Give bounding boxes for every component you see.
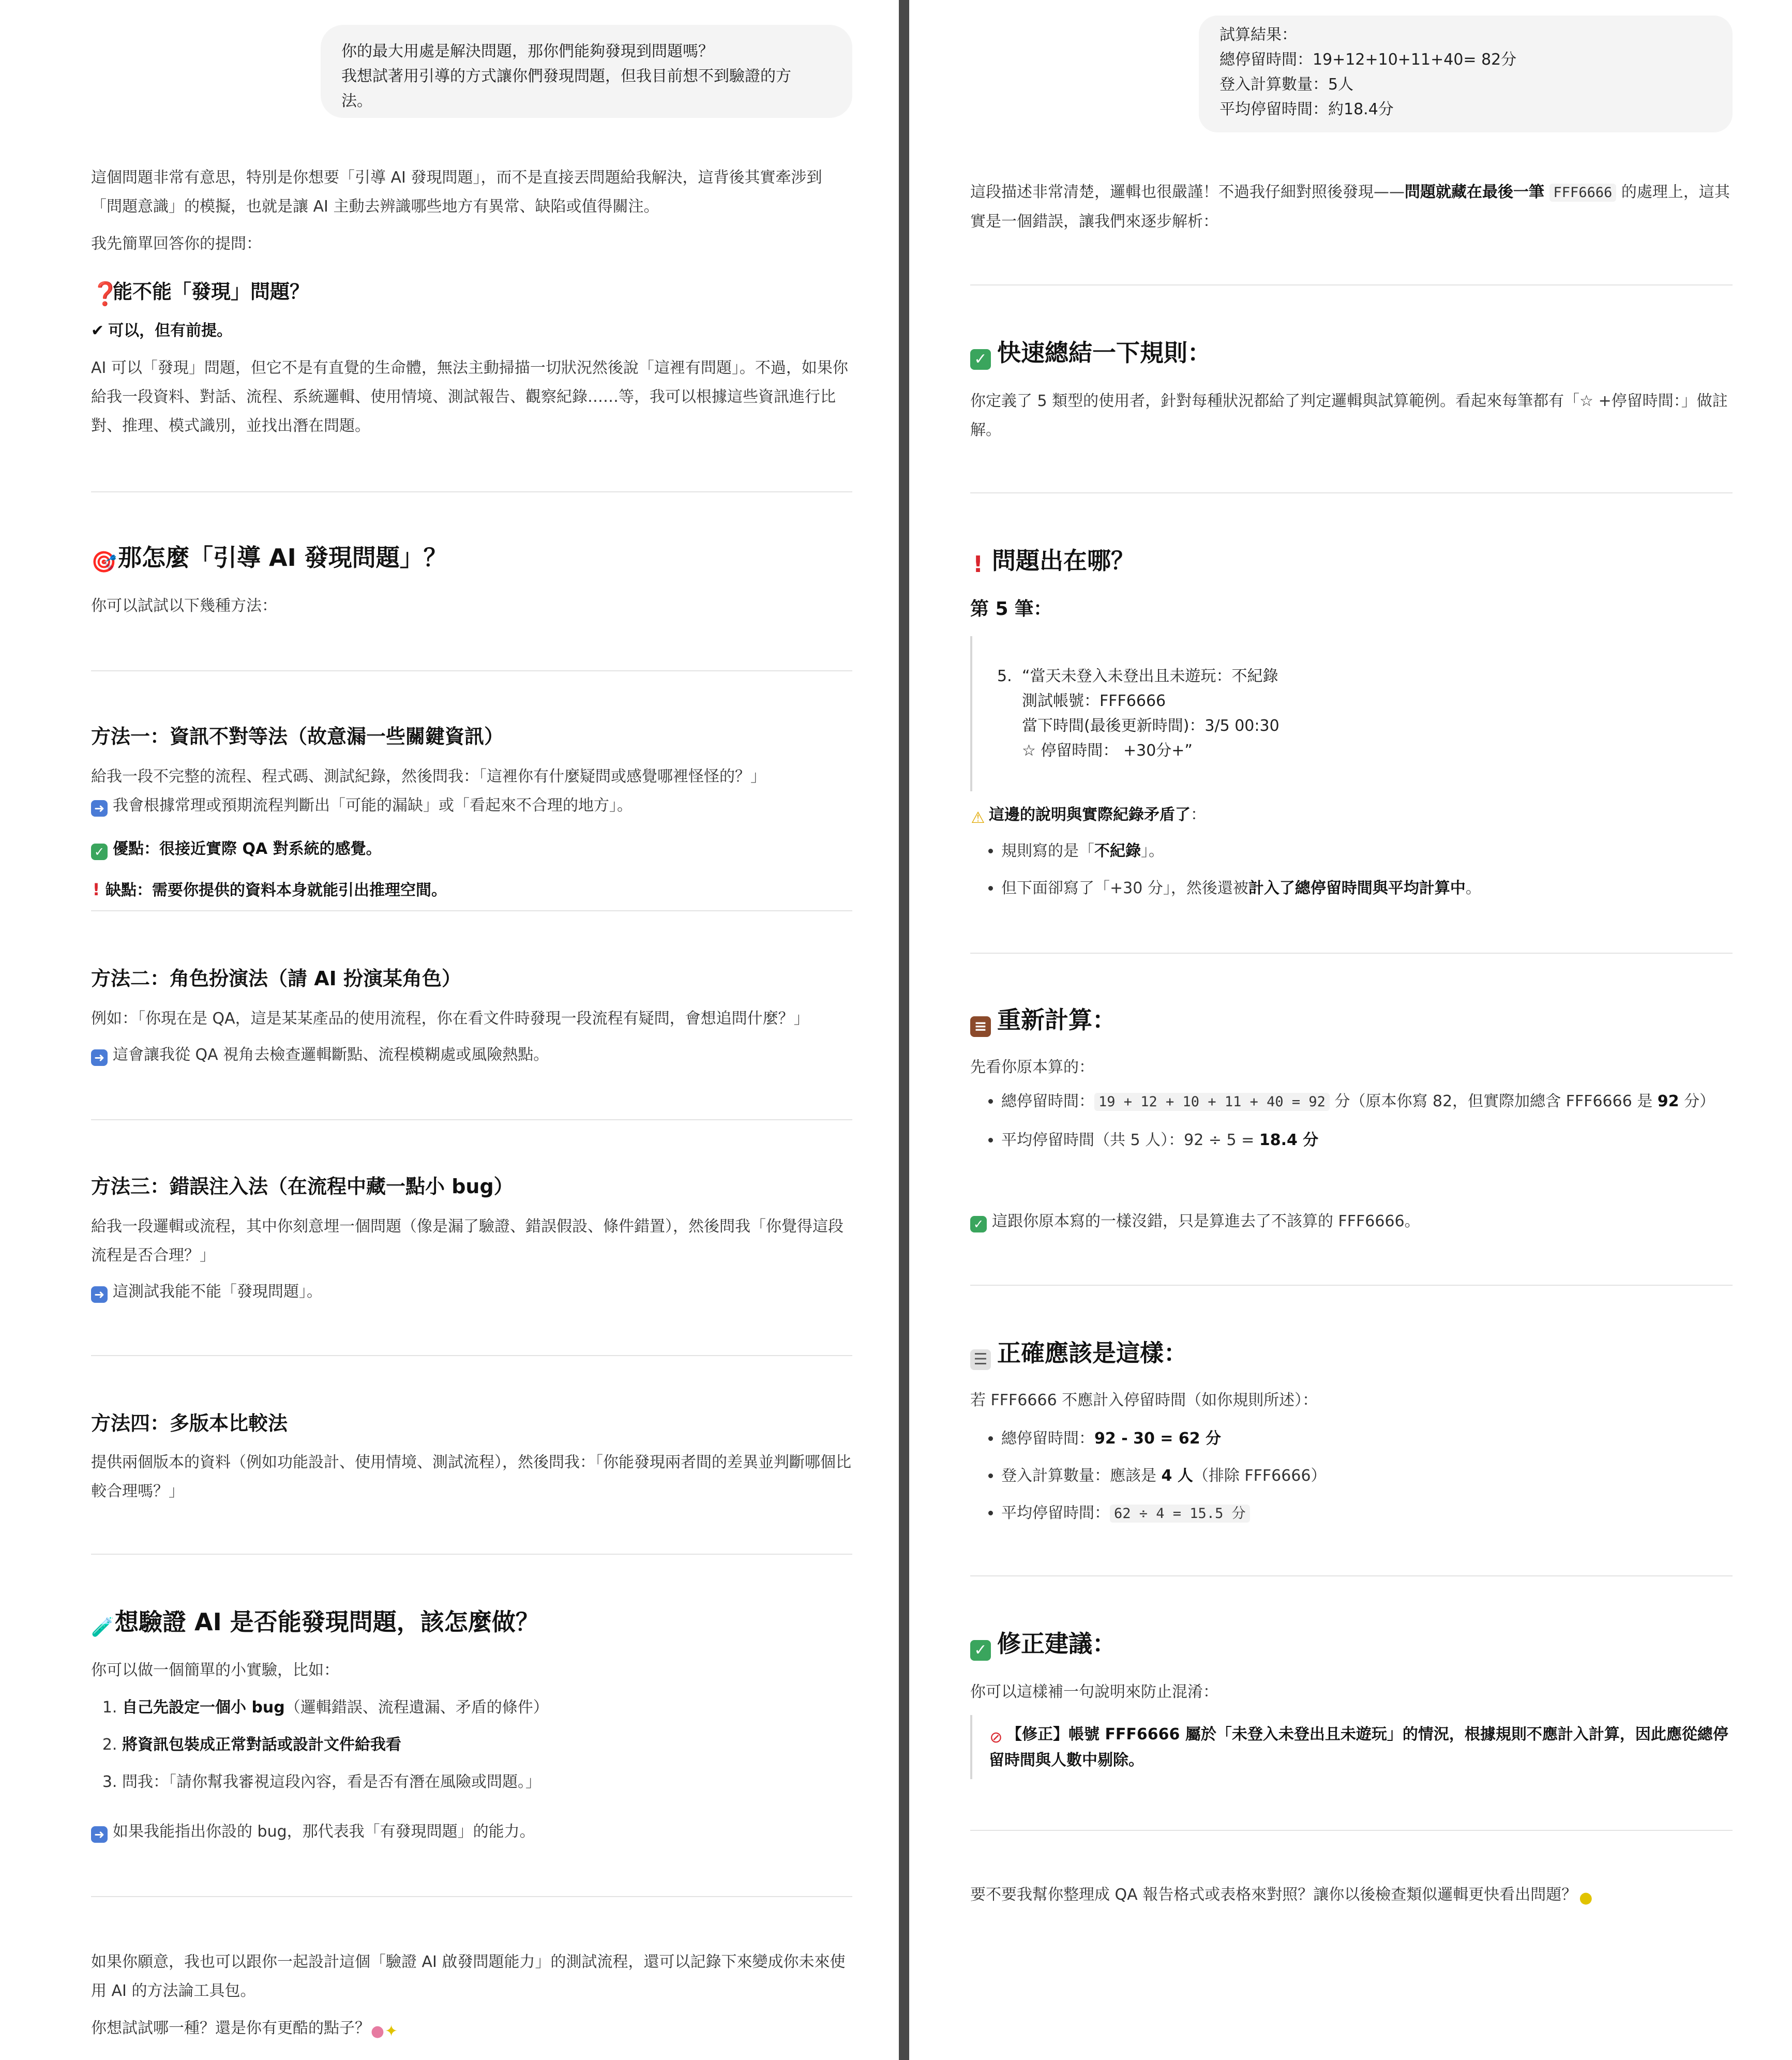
correct-lead: 若 FFF6666 不應計入停留時間（如你規則所述）： — [970, 1391, 1318, 1409]
right-chat-panel — [909, 0, 1792, 2060]
section-title-problem: ! 問題出在哪？ — [970, 545, 1135, 576]
outro-question: 你想試試哪一種？還是你有更酷的點子？●✦ — [91, 2014, 852, 2043]
brain-icon: ● — [370, 2022, 385, 2040]
record-five-label: 第 5 筆： — [970, 598, 1052, 620]
contradiction-list — [970, 833, 1733, 907]
divider — [91, 910, 852, 911]
method-2-title: 方法二：角色扮演法（請 AI 扮演某角色） — [91, 967, 462, 990]
list-item: • 總停留時間： 19 + 12 + 10 + 11 + 40 = 92 分（原本你寫 82，但實際加總含 FFF6666 是 92 分） — [1001, 1087, 1733, 1117]
outro-question: 要不要我幫你整理成 QA 報告格式或表格來對照？讓你以後檢查類似邏輯更快看出問題？ ● — [970, 1881, 1733, 1909]
methods-lead: 你可以試試以下幾種方法： — [91, 597, 277, 615]
divider — [91, 1896, 852, 1897]
check-icon: ✓ — [91, 844, 108, 860]
panel-divider — [899, 0, 909, 2060]
suggestion-text: ⊘ 【修正】帳號 FFF6666 屬於「未登入未登出且未遊玩」的情況，根據規則不應計入計算，因此應從總停留時間與人數中剔除。 — [989, 1725, 1728, 1769]
check-mark-button-icon: ✓ — [970, 1640, 991, 1661]
divider — [970, 1575, 1733, 1576]
check-icon: ✓ — [970, 1216, 987, 1232]
quote-line: 測試帳號：FFF6666 — [1022, 692, 1166, 710]
list-item: • 總停留時間：92 - 30 = 62 分 — [1001, 1420, 1733, 1457]
user-message-bubble: 試算結果： 總停留時間：19+12+10+11+40= 82分 登入計算數量：5人 平均停留時間：約18.4分 — [1199, 16, 1733, 132]
method-3-title: 方法三：錯誤注入法（在流程中藏一點小 bug） — [91, 1175, 514, 1198]
quote-line: “當天未登入未登出且未遊玩：不紀錄 — [1022, 667, 1278, 685]
intro-lead: 我先簡單回答你的提問： — [91, 235, 262, 253]
divider — [970, 1285, 1733, 1286]
list-item: • 登入計算數量：應該是 4 人（排除 FFF6666） — [1001, 1457, 1733, 1495]
intro-paragraph: 這段描述非常清楚，邏輯也很嚴謹！不過我仔細對照後發現——問題就藏在最後一筆 FFF6666 的處理上，這其實是一個錯誤，讓我們來逐步解析： — [970, 183, 1730, 231]
check-mark-button-icon: ✓ — [970, 349, 991, 370]
section-title-can-detect: ❓能不能「發現」問題？ — [91, 280, 310, 307]
user-message-bubble: 你的最大用處是解決問題，那你們能夠發現到問題嗎？ 我想試著用引導的方式讓你們發現問題，但我目前想不到驗證的方 法。 — [321, 25, 852, 118]
section-title-rules: ✓ 快速總結一下規則： — [970, 337, 1211, 370]
quoted-record — [970, 636, 1735, 791]
list-item: 3. 問我：「請你幫我審視這段內容，看是否有潛在風險或問題。」 — [122, 1764, 852, 1801]
contradiction-note: ⚠ 這邊的說明與實際紀錄矛盾了： — [970, 801, 1206, 830]
method-1-title: 方法一：資訊不對等法（故意漏一些關鍵資訊） — [91, 725, 504, 748]
right-arrow-icon: ➜ — [91, 800, 108, 817]
divider — [970, 953, 1733, 954]
recalc-list — [970, 1087, 1733, 1155]
quote-number: 5. — [997, 667, 1012, 685]
exclamation-icon: ! — [972, 551, 984, 578]
divider — [91, 1355, 852, 1356]
divider — [91, 491, 852, 492]
verify-lead: 你可以做一個簡單的小實驗，比如： — [91, 1661, 339, 1679]
recalc-note: ✓ 這跟你原本寫的一樣沒錯，只是算進去了不該算的 FFF6666。 — [970, 1207, 1420, 1236]
divider — [970, 1830, 1733, 1831]
section-title-guide: 🎯那怎麼「引導 AI 發現問題」？ — [91, 544, 447, 574]
right-arrow-icon: ➜ — [91, 1286, 108, 1303]
correct-list — [970, 1420, 1733, 1532]
list-item: • 規則寫的是「不紀錄」。 — [1001, 833, 1733, 870]
method-2-body: 例如：「你現在是 QA，這是某某產品的使用流程，你在看文件時發現一段流程有疑問，會想追問什麼？」 — [91, 1010, 809, 1028]
method-1-pro: ✓ 優點：很接近實際 QA 對系統的感覺。 — [91, 835, 382, 864]
average-code: 62 ÷ 4 = 15.5 分 — [1110, 1505, 1250, 1523]
section-title-recalc: ≡ 重新計算： — [970, 1004, 1116, 1037]
divider — [91, 670, 852, 671]
method-1-arrow: ➜ 我會根據常理或預期流程判斷出「可能的漏缺」或「看起來不合理的地方」。 — [91, 791, 852, 820]
section-title-correct: ☰ 正確應該是這樣： — [970, 1337, 1187, 1370]
receipt-icon: ☰ — [970, 1349, 991, 1370]
method-1-con: ! 缺點：需要你提供的資料本身就能引出推理空間。 — [91, 876, 447, 905]
target-icon: 🎯 — [91, 550, 117, 574]
outro-paragraph: 如果你願意，我也可以跟你一起設計這個「驗證 AI 啟發問題能力」的測試流程，還可以記錄下來變成你未來使用 AI 的方法論工具包。 — [91, 1953, 846, 2000]
right-arrow-icon: ➜ — [91, 1826, 108, 1843]
method-1-body: 給我一段不完整的流程、程式碼、測試紀錄，然後問我：「這裡你有什麼疑問或感覺哪裡怪怪的？」 — [91, 768, 766, 786]
verify-steps — [91, 1689, 852, 1801]
divider — [91, 1119, 852, 1120]
light-bulb-icon: ● — [1579, 1889, 1593, 1907]
right-arrow-icon: ➜ — [91, 1049, 108, 1066]
section-title-verify: 🧪想驗證 AI 是否能發現問題，該怎麼做？ — [91, 1608, 539, 1638]
sparkles-icon: ✦ — [385, 2022, 398, 2040]
question-mark-icon: ❓ — [91, 281, 119, 307]
abacus-icon: ≡ — [970, 1016, 991, 1037]
prohibited-icon: ⊘ — [989, 1728, 1003, 1747]
account-code: FFF6666 — [1549, 184, 1617, 202]
method-2-arrow: ➜ 這會讓我從 QA 視角去檢查邏輯斷點、流程模糊處或風險熱點。 — [91, 1041, 852, 1070]
method-4-body: 提供兩個版本的資料（例如功能設計、使用情境、測試流程），然後問我：「你能發現兩者間的差異並判斷哪個比較合理嗎？」 — [91, 1453, 851, 1500]
test-tube-icon: 🧪 — [91, 1617, 114, 1638]
suggestion-quote — [970, 1715, 1735, 1779]
detect-explanation: AI 可以「發現」問題，但它不是有直覺的生命體，無法主動掃描一切狀況然後說「這裡有問題」。不過，如果你給我一段資料、對話、流程、系統邏輯、使用情境、測試報告、觀察紀錄……等，我可以根據這些資訊進行比對、推理、模式識別，並找出潛在問題。 — [91, 359, 848, 435]
quote-line: ☆ 停留時間： +30分+” — [1022, 742, 1193, 760]
section-title-suggestion: ✓ 修正建議： — [970, 1628, 1116, 1661]
method-4-title: 方法四：多版本比較法 — [91, 1412, 288, 1435]
divider — [970, 284, 1733, 285]
divider — [91, 1554, 852, 1555]
list-item: • 但下面卻寫了「+30 分」，然後還被計入了總停留時間與平均計算中。 — [1001, 870, 1733, 907]
list-item: 1. 自己先設定一個小 bug（邏輯錯誤、流程遺漏、矛盾的條件） — [122, 1689, 852, 1726]
list-item: • 平均停留時間： 62 ÷ 4 = 15.5 分 — [1001, 1495, 1733, 1532]
warning-icon: ⚠ — [971, 809, 985, 827]
divider — [970, 492, 1733, 493]
method-3-arrow: ➜ 這測試我能不能「發現問題」。 — [91, 1277, 852, 1306]
short-answer: ✔ 可以，但有前提。 — [91, 322, 233, 340]
list-item: 2. 將資訊包裝成正常對話或設計文件給我看 — [122, 1726, 852, 1764]
recalc-lead: 先看你原本算的： — [970, 1058, 1094, 1076]
suggestion-lead: 你可以這樣補一句說明來防止混淆： — [970, 1683, 1218, 1701]
sum-code: 19 + 12 + 10 + 11 + 40 = 92 — [1094, 1093, 1330, 1111]
checkmark-icon: ✔ — [91, 322, 104, 340]
list-item: • 平均停留時間（共 5 人）：92 ÷ 5 = 18.4 分 — [1001, 1126, 1733, 1155]
method-3-body: 給我一段邏輯或流程，其中你刻意埋一個問題（像是漏了驗證、錯誤假設、條件錯置），然後問我「你覺得這段流程是否合理？」 — [91, 1217, 844, 1265]
exclamation-icon: ! — [92, 880, 100, 899]
quote-line: 當下時間(最後更新時間)：3/5 00:30 — [1022, 717, 1279, 735]
intro-paragraph: 這個問題非常有意思，特別是你想要「引導 AI 發現問題」，而不是直接丟問題給我解決，這背後其實牽涉到「問題意識」的模擬，也就是讓 AI 主動去辨識哪些地方有異常、缺陷或值得關注。 — [91, 169, 822, 216]
rules-summary: 你定義了 5 類型的使用者，針對每種狀況都給了判定邏輯與試算範例。看起來每筆都有「☆ +停留時間：」做註解。 — [970, 392, 1728, 439]
verify-arrow: ➜ 如果我能指出你設的 bug，那代表我「有發現問題」的能力。 — [91, 1817, 852, 1846]
